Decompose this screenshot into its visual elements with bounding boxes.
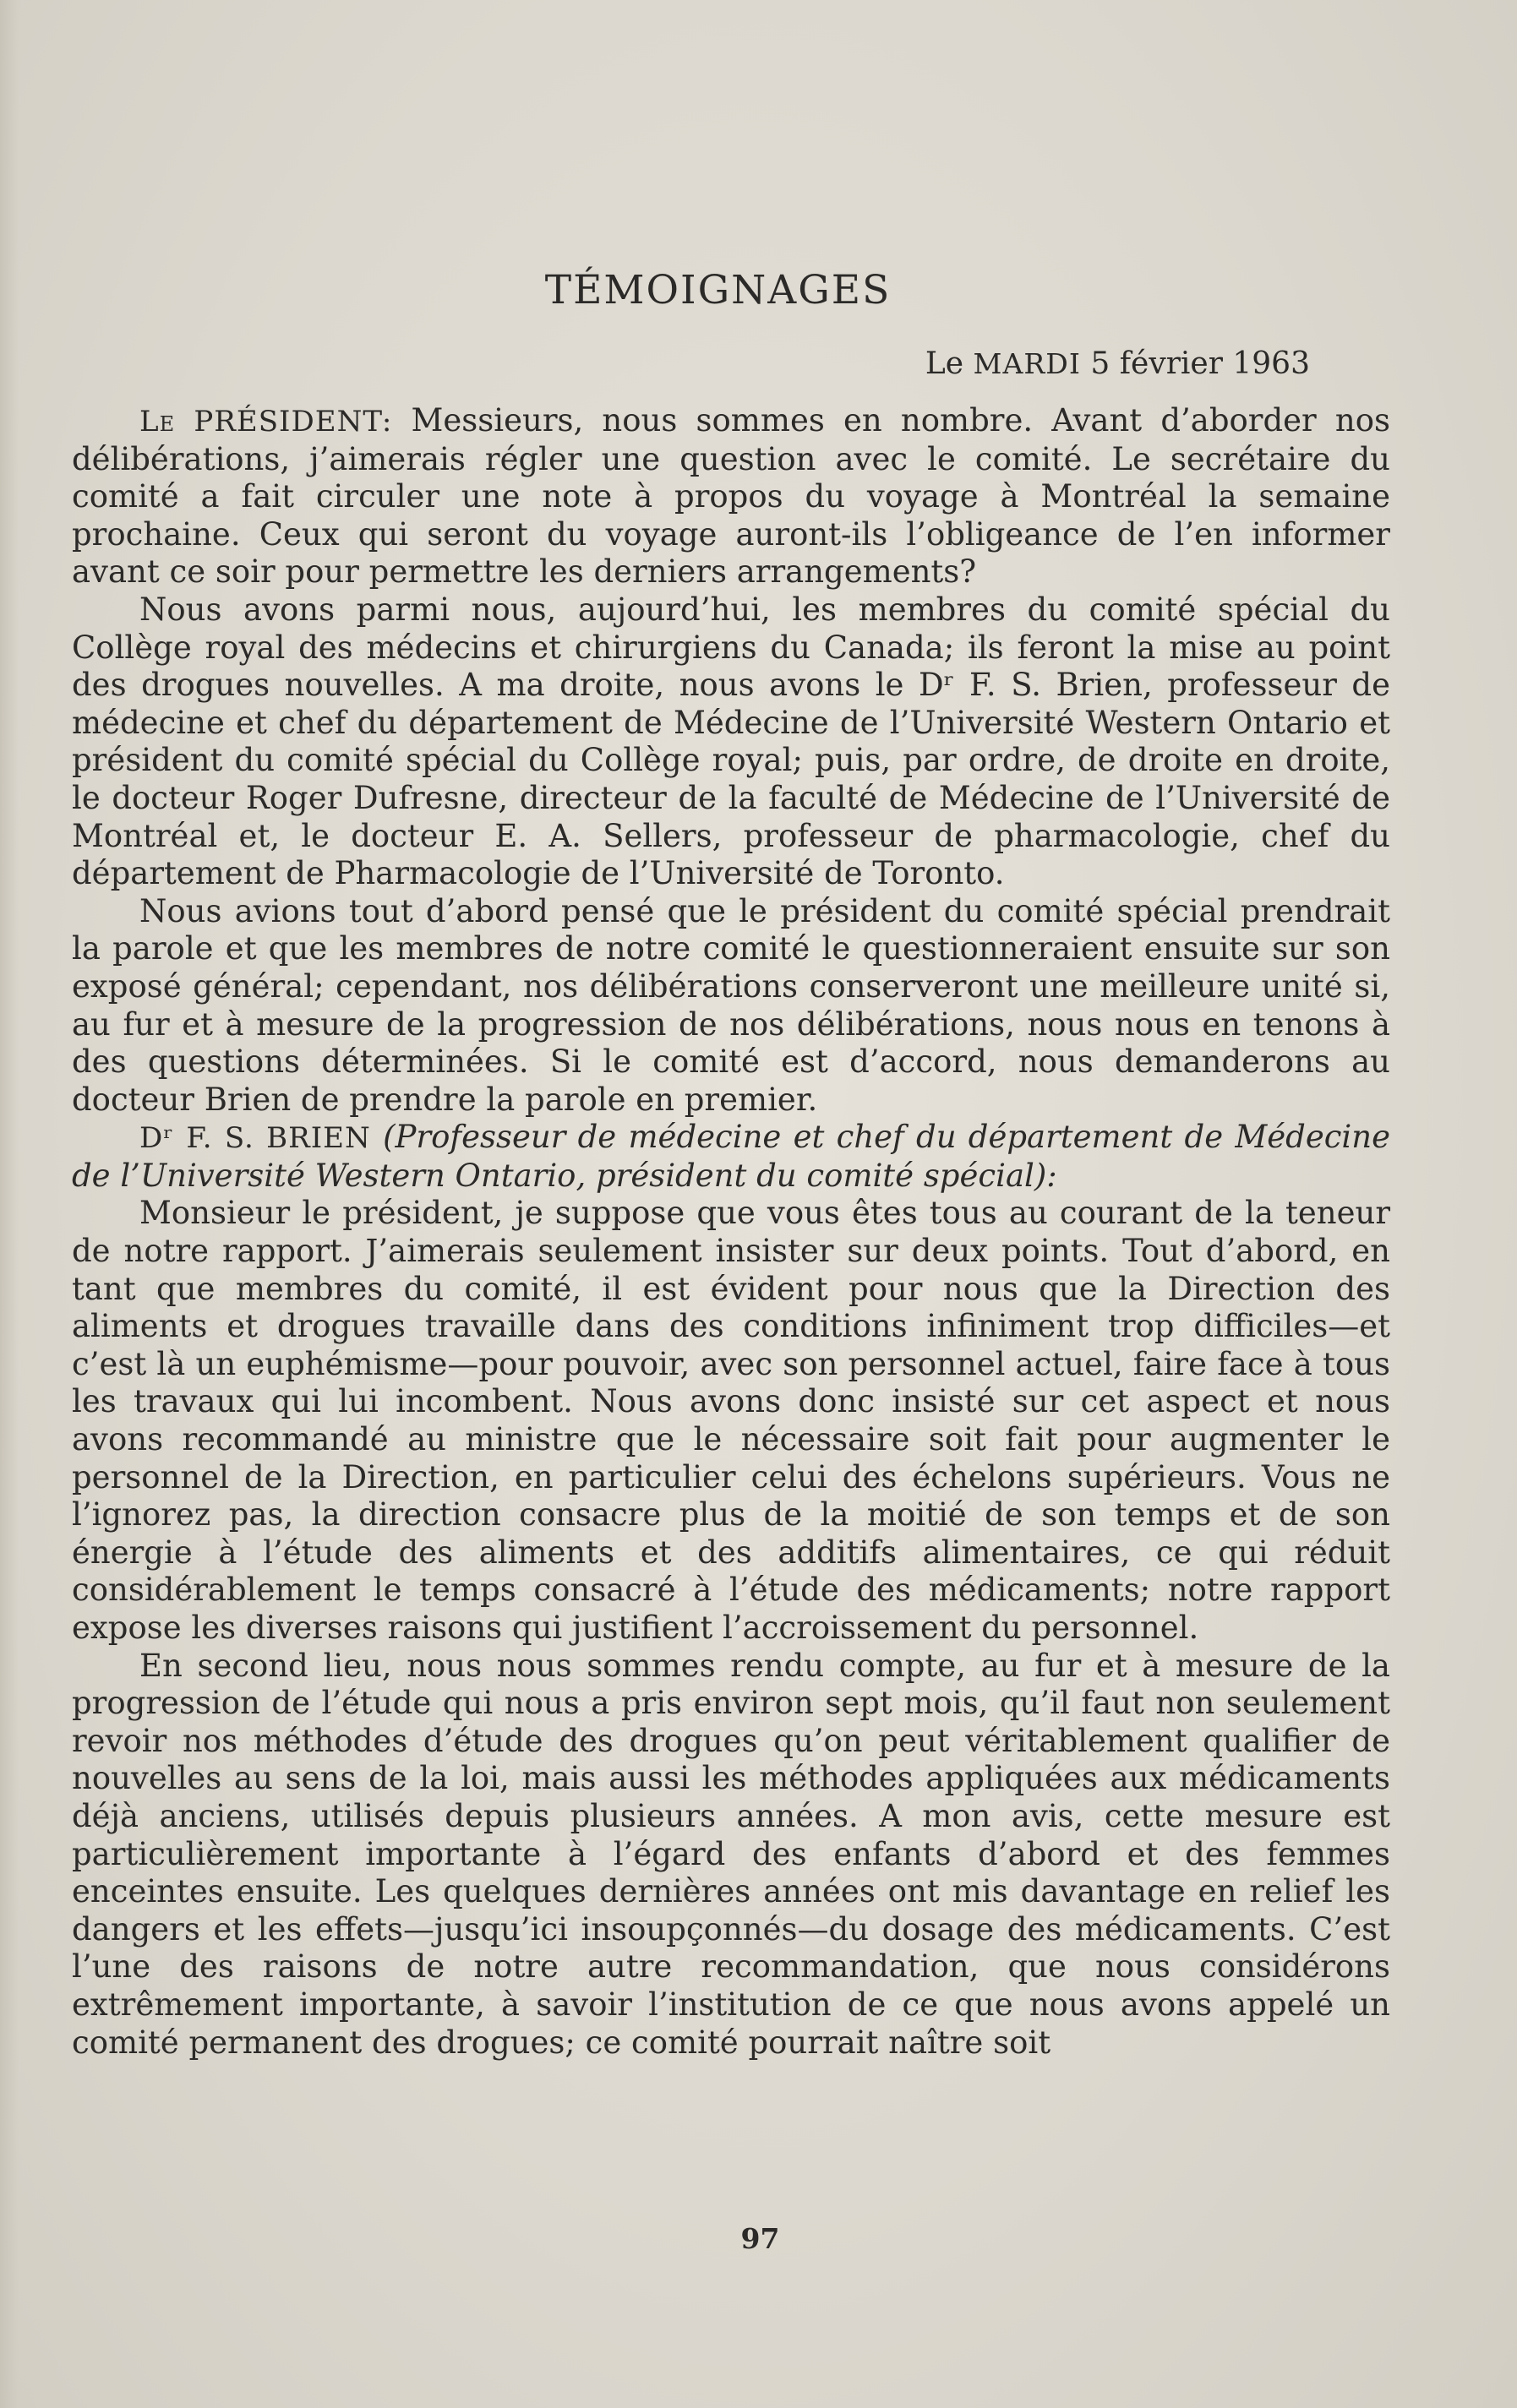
page-edge-shadow [0,0,19,2408]
paragraph-president [72,402,1390,591]
date-day: MARDI [973,347,1081,380]
paragraph: Nous avions tout d’abord pensé que le président du comité spécial prendrait la parole et que les membres de notre comité le questionneraient ensuite sur son exposé général; cependant, nos délibérations conserveront une meilleure unité si, au fur et à mesure de la progression de nos délibérations, nous nous en tenons à des questions déterminées. Si le comité est d’accord, nous demanderons au docteur Brien de prendre la parole en premier. [72,892,1390,1118]
paragraph: Monsieur le président, je suppose que vous êtes tous au courant de la teneur de notre rapport. J’aimerais seulement insister sur deux points. Tout d’abord, en tant que membres du comité, il est évident pour nous que la Direction des aliments et drogues travaille dans des conditions infiniment trop difficiles—et c’est là un euphémisme—pour pouvoir, avec son personnel actuel, faire face à tous les travaux qui lui incombent. Nous avons donc insisté sur cet aspect et nous avons recommandé au ministre que le nécessaire soit fait pour augmenter le personnel de la Direction, en particulier celui des échelons supérieurs. Vous ne l’ignorez pas, la direction consacre plus de la moitié de son temps et de son énergie à l’étude des aliments et des additifs alimentaires, ce qui réduit considérablement le temps consacré à l’étude des médicaments; notre rapport expose les diverses raisons qui justifient l’accroissement du personnel. [72,1195,1390,1646]
paragraph: En second lieu, nous nous sommes rendu compte, au fur et à mesure de la progression de l’étude qui nous a pris environ sept mois, qu’il faut non seulement revoir nos méthodes d’étude des drogues qu’on peut véritablement qualifier de nouvelles au sens de la loi, mais aussi les méthodes appliquées aux médicaments déjà anciens, utilisés depuis plusieurs années. A mon avis, cette mesure est particulièrement importante à l’égard des enfants d’abord et des femmes enceintes ensuite. Les quelques dernières années ont mis davantage en relief les dangers et les effets—jusqu’ici insoupçonnés—du dosage des médicaments. C’est l’une des raisons de notre autre recommandation, que nous considérons extrêmement importante, à savoir l’institution de ce que nous avons appelé un comité permanent des drogues; ce comité pourrait naître soit [72,1647,1390,2061]
paragraph-text: Messieurs, nous sommes en nombre. Avant d’aborder nos délibérations, j’aimerais régler une question avec le comité. Le secrétaire du comité a fait circuler une note à propos du voyage à Montréal la semaine prochaine. Ceux qui seront du voyage auront-ils l’obligeance de l’en informer avant ce soir pour permettre les derniers arrangements? [72,402,1390,591]
speaker-label: Le PRÉSIDENT: [139,405,393,439]
paragraph: Nous avons parmi nous, aujourd’hui, les membres du comité spécial du Collège royal des médecins et chirurgiens du Canada; ils feront la mise au point des drogues nouvelles. A ma droite, nous avons le Dʳ F. S. Brien, professeur de médecine et chef du département de Médecine de l’Université Western Ontario et président du comité spécial du Collège royal; puis, par ordre, de droite en droite, le docteur Roger Dufresne, directeur de la faculté de Médecine de l’Université de Montréal et, le docteur E. A. Sellers, professeur de pharmacologie, chef du département de Pharmacologie de l’Université de Toronto. [72,591,1390,892]
dateline [925,346,1310,381]
page-number: 97 [740,2222,780,2255]
date-rest: 5 février 1963 [1090,346,1310,381]
speaker-heading-brien [72,1119,1390,1195]
speaker-name: Dʳ F. S. BRIEN [139,1121,371,1156]
speaker-role: (Professeur de médecine et chef du département de Médecine de l’Université Western Ontario, président du comité spécial): [72,1119,1390,1194]
body-text [72,402,1390,2062]
date-prefix: Le [925,346,964,381]
page-title: TÉMOIGNAGES [544,267,892,313]
